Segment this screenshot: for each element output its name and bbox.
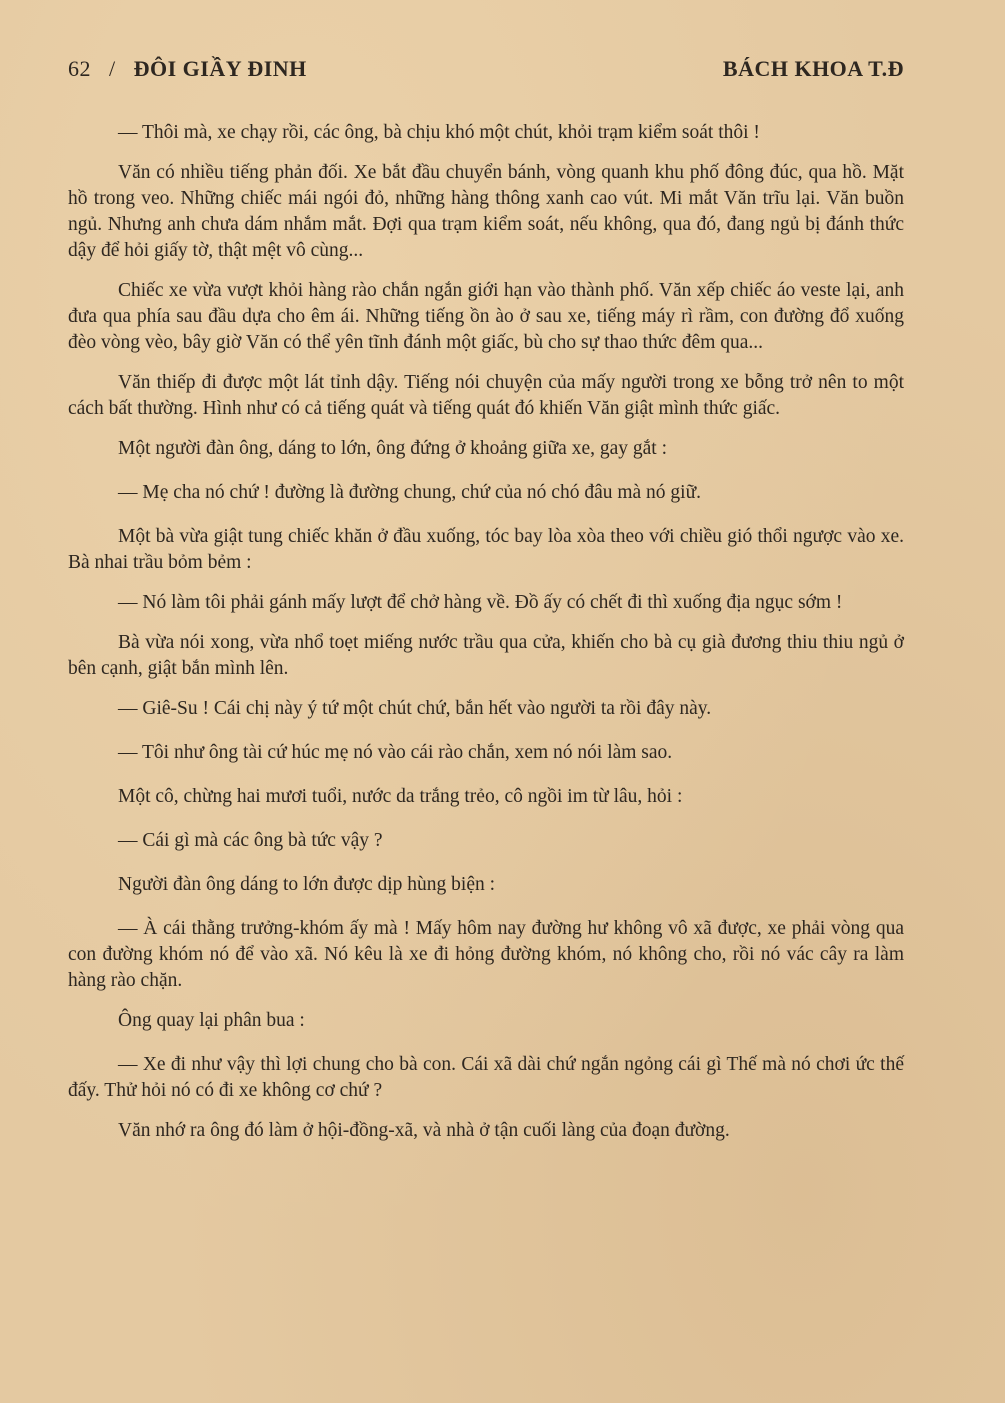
- paragraph: Một bà vừa giật tung chiếc khăn ở đầu xuống, tóc bay lòa xòa theo với chiều gió thổi ngược vào xe. Bà nhai trầu bỏm bẻm :: [68, 526, 904, 573]
- paragraph: Một người đàn ông, dáng to lớn, ông đứng ở khoảng giữa xe, gay gắt :: [118, 438, 667, 459]
- paragraph: — À cái thằng trưởng-khóm ấy mà ! Mấy hôm nay đường hư không vô xã được, xe phải vòng qua con đường khóm nó để vào xã. Nó kêu là xe đi hỏng đường khóm, nó không cho, rồi nó vác cây ra làm hàng rào chặn.: [68, 918, 904, 991]
- paragraph: Bà vừa nói xong, vừa nhổ toẹt miếng nước trầu qua cửa, khiến cho bà cụ già đương thiu thiu ngủ ở bên cạnh, giật bắn mình lên.: [68, 632, 904, 679]
- paragraph: Văn có nhiều tiếng phản đối. Xe bắt đầu chuyển bánh, vòng quanh khu phố đông đúc, qua hồ. Mặt hồ trong veo. Những chiếc mái ngói đỏ, những hàng thông xanh cao vút. Mi mắt Văn trĩu lại. Văn buồn ngủ. Nhưng anh chưa dám nhắm mắt. Đợi qua trạm kiểm soát, nếu không, qua đó, đang ngủ bị đánh thức dậy để hỏi giấy tờ, thật mệt vô cùng...: [68, 162, 904, 261]
- paragraph: Chiếc xe vừa vượt khỏi hàng rào chắn ngắn giới hạn vào thành phố. Văn xếp chiếc áo veste lại, anh đưa qua phía sau đầu dựa cho êm ái. Những tiếng ồn ào ở sau xe, tiếng máy rì rầm, con đường đổ xuống đèo vòng vèo, bây giờ Văn có thể yên tĩnh đánh một giấc, bù cho sự thao thức đêm qua...: [68, 280, 904, 353]
- magazine-name: BÁCH KHOA T.Đ: [722, 56, 904, 81]
- paragraph: — Mẹ cha nó chứ ! đường là đường chung, chứ của nó chó đâu mà nó giữ.: [118, 482, 702, 503]
- paragraph: — Nó làm tôi phải gánh mấy lượt để chở hàng về. Đồ ấy có chết đi thì xuống địa ngục sớm !: [118, 592, 843, 613]
- paragraph: Văn thiếp đi được một lát tỉnh dậy. Tiếng nói chuyện của mấy người trong xe bỗng trở nên to một cách bất thường. Hình như có cả tiếng quát và tiếng quát đó khiến Văn giật mình thức giấc.: [68, 372, 904, 419]
- paragraph: — Tôi như ông tài cứ húc mẹ nó vào cái rào chắn, xem nó nói làm sao.: [118, 742, 673, 763]
- page-number: 62: [68, 56, 91, 81]
- paragraph: Người đàn ông dáng to lớn được dịp hùng biện :: [118, 874, 496, 895]
- paragraph: — Thôi mà, xe chạy rồi, các ông, bà chịu khó một chút, khỏi trạm kiểm soát thôi !: [118, 122, 760, 143]
- paragraph: — Cái gì mà các ông bà tức vậy ?: [118, 830, 383, 851]
- paragraph: — Giê-Su ! Cái chị này ý tứ một chút chứ, bắn hết vào người ta rồi đây này.: [118, 698, 712, 719]
- paragraph: Văn nhớ ra ông đó làm ở hội-đồng-xã, và nhà ở tận cuối làng của đoạn đường.: [118, 1120, 730, 1141]
- running-header: [68, 56, 904, 86]
- paragraph: Một cô, chừng hai mươi tuổi, nước da trắng trẻo, cô ngồi im từ lâu, hỏi :: [118, 786, 683, 807]
- body-text: [68, 120, 904, 1158]
- paragraph: Ông quay lại phân bua :: [118, 1010, 305, 1031]
- header-left: [68, 56, 307, 82]
- paragraph: — Xe đi như vậy thì lợi chung cho bà con. Cái xã dài chứ ngắn ngỏng cái gì Thế mà nó chơi ức thế đấy. Thử hỏi nó có đi xe không cơ chứ ?: [68, 1054, 904, 1101]
- header-separator: /: [109, 56, 116, 81]
- story-title: ĐÔI GIẦY ĐINH: [133, 56, 307, 81]
